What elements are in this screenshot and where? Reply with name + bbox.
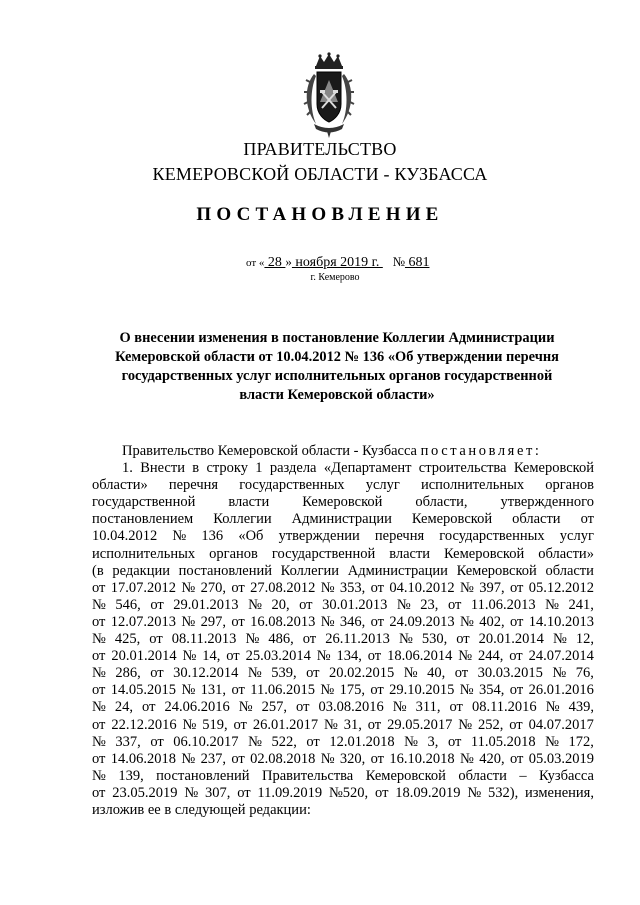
body-word: 20.01.2014 <box>478 631 544 648</box>
body-word: № <box>92 596 106 613</box>
body-word: № <box>459 682 474 699</box>
body-word: № <box>92 699 106 716</box>
date-month-year: ноября 2019 г. <box>291 255 383 270</box>
body-last-text: изложив ее в следующей редакции: <box>92 801 311 818</box>
body-word: от <box>92 716 106 733</box>
body-word: области» <box>538 545 594 562</box>
body-word: органов <box>545 477 594 494</box>
body-word: № <box>182 648 197 665</box>
body-word: 1 <box>255 460 263 477</box>
body-word: от <box>447 596 462 613</box>
body-word: 11.06.2015 <box>250 682 315 699</box>
body-line <box>92 785 594 802</box>
body-word: от <box>306 665 320 682</box>
body-word: от <box>509 750 524 767</box>
body-line <box>92 580 594 597</box>
body-word: 08.11.2013 <box>171 631 237 648</box>
body-word: № <box>238 699 253 716</box>
body-word: 12.01.2018 <box>329 733 395 750</box>
body-word: от <box>149 631 163 648</box>
document-city: г. Кемерово <box>310 272 360 283</box>
body-word: № <box>184 784 199 801</box>
kemerovo-coat-of-arms-icon <box>302 52 356 138</box>
body-word: 270, <box>200 579 226 596</box>
body-word: от <box>370 682 384 699</box>
body-word: № <box>181 579 196 596</box>
body-word: от <box>226 648 240 665</box>
body-word: исполнительных <box>92 545 196 562</box>
body-word: от <box>92 682 106 699</box>
body-word: 29.01.2013 <box>173 596 239 613</box>
body-word: 24, <box>114 699 133 716</box>
body-word: утвержденного <box>500 494 594 511</box>
body-word: № <box>392 699 407 716</box>
date-day: 28 <box>264 255 286 270</box>
body-line <box>92 546 594 563</box>
body-word: 311, <box>415 699 441 716</box>
body-word: перечня <box>374 528 425 545</box>
body-word: 02.08.2018 <box>250 750 316 767</box>
body-word: № <box>545 699 560 716</box>
body-word: 27.08.2012 <box>250 579 316 596</box>
body-word: от <box>302 631 317 648</box>
body-word: № <box>545 596 559 613</box>
body-word: 22.12.2016 <box>111 716 177 733</box>
body-word: от <box>367 716 382 733</box>
body-word: 06.10.2017 <box>173 733 239 750</box>
intro-text: Правительство Кемеровской области - Кузбасса <box>122 443 421 459</box>
body-word: государственных <box>239 477 345 494</box>
body-word: № <box>181 750 196 767</box>
document-body <box>92 443 594 819</box>
body-word: от <box>454 665 469 682</box>
body-word: Кемеровской <box>411 511 493 528</box>
body-word: 425, <box>114 631 141 648</box>
body-line <box>92 631 594 648</box>
body-word: 24.09.2013 <box>389 613 455 630</box>
body-word: 26.11.2013 <box>325 631 390 648</box>
body-word: № <box>320 750 335 767</box>
body-word: области, <box>415 494 468 511</box>
body-word: 14, <box>202 648 221 665</box>
body-word: 546, <box>115 596 141 613</box>
body-word: от <box>92 579 106 596</box>
body-word: 519, <box>202 716 228 733</box>
body-word: № <box>320 579 335 596</box>
body-word: государственных <box>439 528 545 545</box>
body-word: 11.05.2018 <box>470 733 536 750</box>
body-word: от <box>370 579 385 596</box>
body-word: 139, <box>118 767 144 784</box>
body-word: 40, <box>427 665 446 682</box>
body-word: услуг <box>559 528 594 545</box>
body-word: 14.05.2015 <box>110 682 177 699</box>
body-word: 20.02.2015 <box>329 665 395 682</box>
body-word: от <box>231 579 245 596</box>
body-word: постановлений <box>178 562 273 579</box>
body-word: 10.04.2012 <box>92 528 158 545</box>
body-word: 05.12.2012 <box>528 579 594 596</box>
body-word: строку <box>206 460 248 477</box>
body-word: № <box>248 596 262 613</box>
body-word: от <box>449 699 463 716</box>
body-word: 18.09.2019 <box>395 784 461 801</box>
body-word: 297, <box>200 613 226 630</box>
body-word: 08.11.2016 <box>471 699 537 716</box>
body-word: в <box>192 460 200 477</box>
body-word: 24.07.2014 <box>528 648 594 665</box>
body-word: 397, <box>479 579 505 596</box>
body-word: 486, <box>268 631 294 648</box>
body-word: от <box>233 716 247 733</box>
government-name-line2: КЕМЕРОВСКОЙ ОБЛАСТИ - КУЗБАССА <box>152 164 488 184</box>
body-word: постановлений <box>156 767 250 784</box>
document-type-heading: ПОСТАНОВЛЕНИЕ <box>196 204 444 225</box>
body-word: (в <box>92 562 104 579</box>
body-word: № <box>552 631 567 648</box>
body-word: 20.01.2014 <box>111 648 177 665</box>
title-line: власти Кемеровской области» <box>239 387 435 403</box>
body-line <box>92 460 594 477</box>
body-word: 241, <box>568 596 594 613</box>
body-word: 14.06.2018 <box>110 750 177 767</box>
body-word: 03.08.2016 <box>318 699 384 716</box>
body-line <box>92 494 594 511</box>
body-word: 320, <box>339 750 366 767</box>
body-word: государственной <box>271 545 376 562</box>
body-word: № <box>323 716 338 733</box>
document-title <box>92 329 582 405</box>
body-word: 134, <box>336 648 362 665</box>
title-line: Кемеровской области от 10.04.2012 № 136 «Об утверждении перечня <box>115 349 559 365</box>
body-line <box>92 614 594 631</box>
body-word: 539, <box>271 665 297 682</box>
body-word: области <box>512 511 561 528</box>
body-word: от <box>296 699 310 716</box>
body-word: № <box>460 750 474 767</box>
body-word: исполнительных <box>420 477 525 494</box>
body-word: услуг <box>365 477 400 494</box>
body-word: № <box>320 682 335 699</box>
body-word: – <box>519 767 527 784</box>
body-word: от <box>92 613 106 630</box>
body-word: от <box>509 648 523 665</box>
body-word: от <box>509 716 523 733</box>
body-word: от <box>231 682 245 699</box>
body-word: № <box>247 665 262 682</box>
body-line <box>92 665 594 682</box>
body-word: органов <box>209 545 258 562</box>
body-line <box>92 563 594 580</box>
body-word: № <box>398 631 413 648</box>
body-word: «Департамент <box>323 460 412 477</box>
body-word: от <box>150 596 164 613</box>
body-line <box>92 768 594 785</box>
body-word: Внести <box>140 460 185 477</box>
body-word: 337, <box>115 733 141 750</box>
body-word: области <box>545 562 594 579</box>
body-word: 307, <box>204 784 231 801</box>
body-word: 286, <box>115 665 141 682</box>
body-word: 175, <box>339 682 365 699</box>
body-word: от <box>231 750 245 767</box>
body-word: строительства <box>418 460 507 477</box>
body-line <box>92 648 594 665</box>
date-quote-close: » <box>285 254 292 269</box>
body-word: от <box>231 613 245 630</box>
body-word: от <box>237 784 251 801</box>
body-word: 18.06.2014 <box>387 648 453 665</box>
body-word: Администрации <box>347 562 448 579</box>
body-word: № <box>245 631 260 648</box>
body-word: 30.01.2013 <box>322 596 388 613</box>
body-word: Администрации <box>291 511 392 528</box>
body-word: № <box>92 733 106 750</box>
body-word: 172, <box>568 733 594 750</box>
body-word: области» <box>92 477 148 494</box>
body-word: № <box>545 733 559 750</box>
body-word: от <box>92 648 106 665</box>
body-word: власти <box>228 494 270 511</box>
body-word: 16.08.2013 <box>250 613 316 630</box>
body-word: 12, <box>575 631 594 648</box>
body-word: № <box>320 613 335 630</box>
body-intro-line <box>92 443 594 460</box>
body-last-line <box>92 802 594 819</box>
body-word: 237, <box>200 750 226 767</box>
body-word: 136 <box>201 528 224 545</box>
body-word: от <box>509 613 524 630</box>
body-word: Кемеровской <box>365 767 446 784</box>
document-date-row <box>246 254 429 271</box>
body-word: 24.06.2016 <box>164 699 230 716</box>
body-word: власти <box>389 545 431 562</box>
body-word: 346, <box>339 613 366 630</box>
body-word: области <box>458 767 507 784</box>
body-word: Коллегии <box>213 511 272 528</box>
body-word: 14.10.2013 <box>528 613 594 630</box>
body-word: 26.01.2017 <box>252 716 319 733</box>
body-word: постановлением <box>92 511 194 528</box>
body-word: 30.12.2014 <box>173 665 239 682</box>
title-line: О внесении изменения в постановление Коллегии Администрации <box>119 330 555 346</box>
body-word: 11.06.2013 <box>470 596 536 613</box>
body-word: 31, <box>343 716 362 733</box>
body-word: 439, <box>568 699 594 716</box>
body-word: от <box>150 733 164 750</box>
body-word: от <box>367 648 382 665</box>
body-word: государственной <box>92 494 196 511</box>
body-word: Коллегии <box>280 562 340 579</box>
body-word: 16.10.2018 <box>389 750 455 767</box>
body-line <box>92 511 594 528</box>
body-word: изменения, <box>525 784 594 801</box>
body-word: от <box>299 596 313 613</box>
body-word: 244, <box>477 648 504 665</box>
body-word: 25.03.2014 <box>245 648 311 665</box>
number-prefix: № <box>392 254 405 269</box>
body-word: от <box>509 682 524 699</box>
body-word: 354, <box>479 682 505 699</box>
body-word: 353, <box>339 579 366 596</box>
body-word: № <box>467 784 482 801</box>
body-word: Кемеровской <box>456 562 537 579</box>
body-word: от <box>306 733 320 750</box>
body-word: Кемеровской <box>302 494 383 511</box>
body-word: № <box>460 579 474 596</box>
date-prefix: от « <box>246 257 265 269</box>
body-word: Правительства <box>262 767 354 784</box>
body-word: 131, <box>200 682 227 699</box>
body-word: № <box>92 665 106 682</box>
body-word: 11.09.2019 <box>257 784 323 801</box>
body-line <box>92 717 594 734</box>
body-word: №520, <box>328 784 369 801</box>
body-word: № <box>316 648 331 665</box>
body-word: Кузбасса <box>539 767 594 784</box>
intro-decree-word: постановляет: <box>420 443 542 459</box>
body-word: 26.01.2016 <box>528 682 594 699</box>
body-word: 3, <box>427 733 439 750</box>
body-word: № <box>248 733 262 750</box>
body-word: от <box>456 631 470 648</box>
body-word: от <box>370 750 385 767</box>
body-word: 522, <box>271 733 297 750</box>
body-word: № <box>460 613 474 630</box>
body-word: раздела <box>269 460 317 477</box>
body-line <box>92 699 594 716</box>
body-word: № <box>181 613 196 630</box>
body-word: 30.03.2015 <box>477 665 543 682</box>
title-line: государственных услуг исполнительных органов государственной <box>121 368 553 384</box>
body-word: «Об <box>238 528 264 545</box>
body-word: 20, <box>271 596 290 613</box>
body-word: № <box>458 648 473 665</box>
body-word: № <box>182 716 197 733</box>
body-word: редакции <box>112 562 170 579</box>
body-word: № <box>181 682 196 699</box>
body-line <box>92 751 594 768</box>
body-word: от <box>580 511 594 528</box>
body-word: № <box>172 528 187 545</box>
body-word: № <box>92 631 106 648</box>
body-word: 402, <box>479 613 505 630</box>
body-word: Кемеровской <box>513 460 594 477</box>
body-word: 12.07.2013 <box>110 613 177 630</box>
body-word: 530, <box>421 631 448 648</box>
body-word: № <box>458 716 473 733</box>
body-word: 257, <box>261 699 287 716</box>
body-word: № <box>403 665 418 682</box>
body-word: утверждении <box>278 528 360 545</box>
body-word: от <box>92 784 106 801</box>
body-word: от <box>447 733 462 750</box>
body-word: от <box>509 579 524 596</box>
body-word: № <box>396 596 411 613</box>
body-line <box>92 597 594 614</box>
body-word: Кемеровской <box>444 545 525 562</box>
body-word: № <box>552 665 567 682</box>
body-line <box>92 477 594 494</box>
government-name-line1: ПРАВИТЕЛЬСТВО <box>243 139 397 159</box>
body-word: перечня <box>168 477 219 494</box>
body-word: 532), <box>488 784 519 801</box>
body-word: от <box>142 699 156 716</box>
body-word: 23, <box>420 596 439 613</box>
body-word: от <box>375 784 389 801</box>
body-word: 252, <box>477 716 504 733</box>
body-word: 05.03.2019 <box>528 750 594 767</box>
body-word: 420, <box>479 750 505 767</box>
body-word: 17.07.2012 <box>110 579 177 596</box>
body-word: 23.05.2019 <box>112 784 178 801</box>
body-line <box>92 682 594 699</box>
body-word: от <box>370 613 385 630</box>
body-line <box>92 734 594 751</box>
body-line <box>92 528 594 545</box>
body-word: № <box>92 767 106 784</box>
body-word: 1. <box>122 460 133 477</box>
body-word: от <box>150 665 164 682</box>
document-number: 681 <box>404 255 430 270</box>
body-word: 04.10.2012 <box>389 579 455 596</box>
body-word: 29.05.2017 <box>387 716 453 733</box>
body-word: 04.07.2017 <box>528 716 594 733</box>
body-word: 29.10.2015 <box>389 682 455 699</box>
body-paragraph <box>92 460 594 802</box>
body-word: № <box>404 733 418 750</box>
body-word: 76, <box>575 665 594 682</box>
body-word: от <box>92 750 106 767</box>
